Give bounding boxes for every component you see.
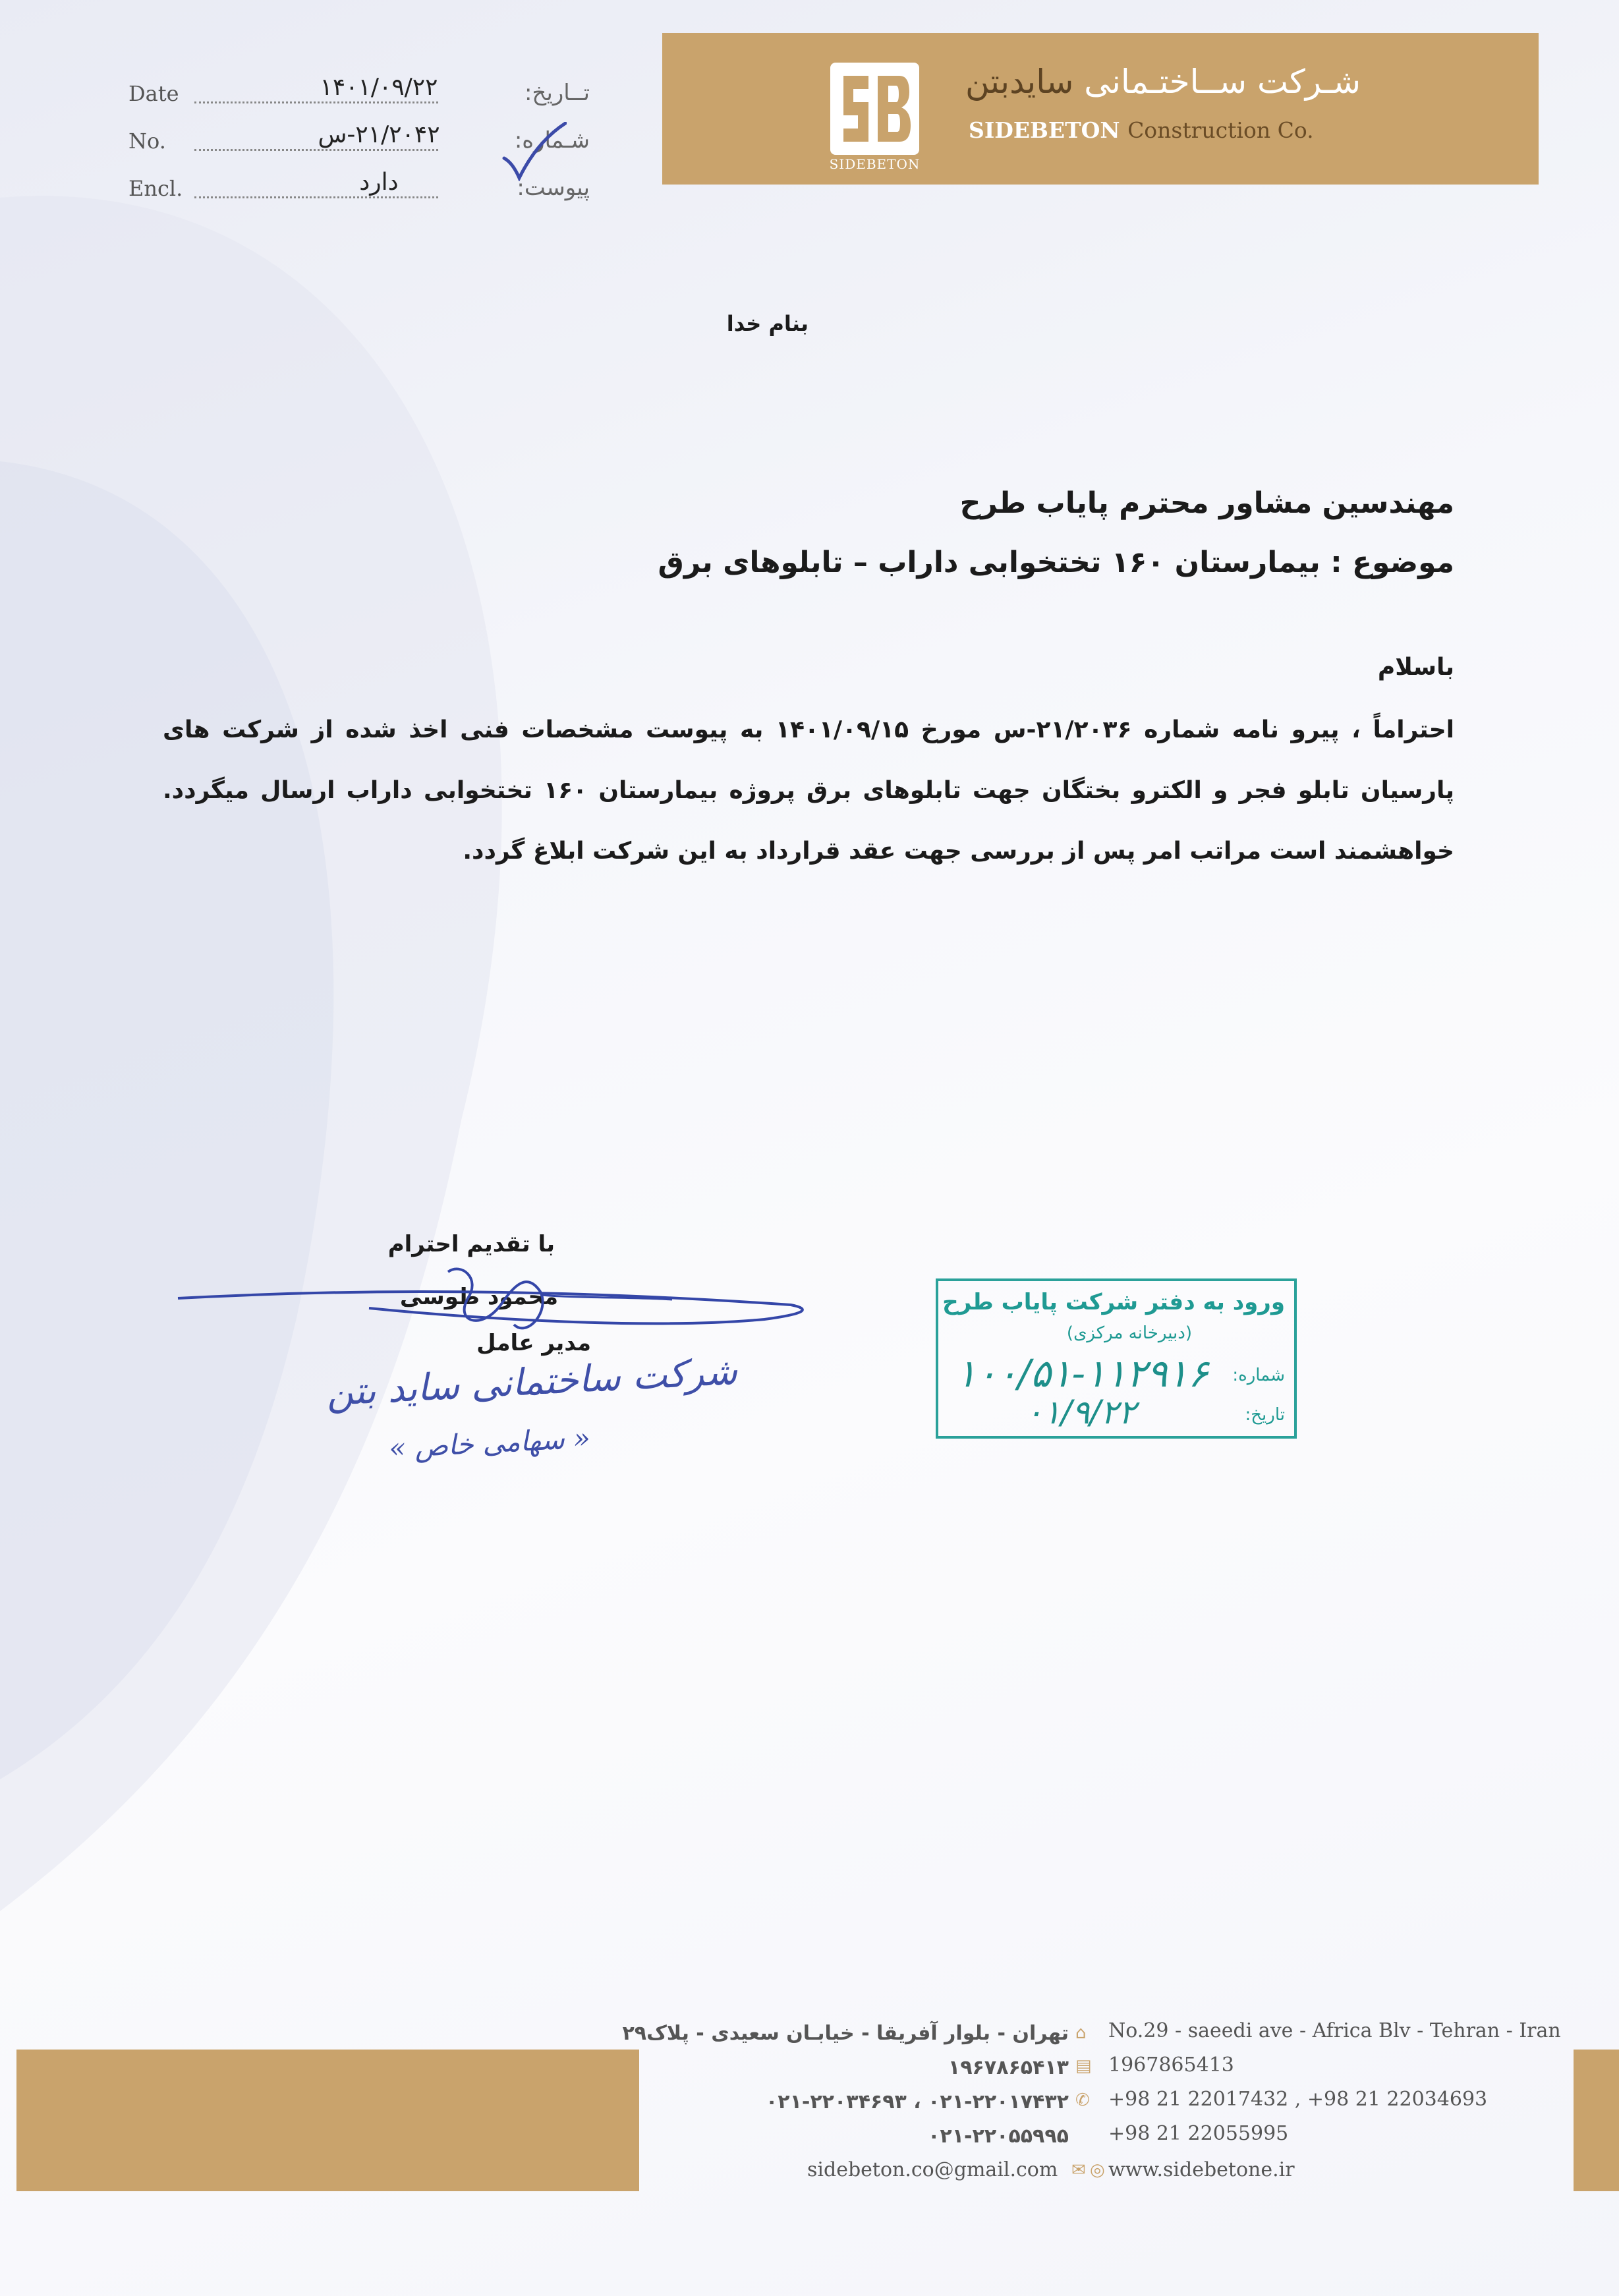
signer-name: محمود طوسی: [399, 1284, 558, 1310]
email-icon: ✉: [1071, 2160, 1086, 2180]
footer-banner-left: [16, 2050, 639, 2191]
phone-icon: ✆: [1075, 2090, 1090, 2110]
stamp-date-value: ۰۱/۹/۲۲: [1025, 1393, 1136, 1431]
number-label-fa: شـماره:: [514, 127, 590, 154]
stamp-title: ورود به دفتر شرکت پایاب طرح: [942, 1289, 1285, 1315]
company-name-fa-prefix: شـرکت ســاختـمانی: [1084, 63, 1361, 101]
invocation: بنام خدا: [726, 311, 809, 336]
encl-value: دارد: [359, 169, 399, 196]
signer-title: مدیر عامل: [476, 1330, 591, 1356]
footer-phone-fa: ۰۲۱-۲۲۰۱۷۴۳۲ ، ۰۲۱-۲۲۰۳۴۶۹۳: [765, 2090, 1069, 2113]
stamp-subtitle: (دبیرخانه مرکزی): [1066, 1323, 1192, 1343]
number-dotted-line: [194, 149, 438, 151]
handwritten-signature: [171, 1259, 817, 1344]
company-seal-line1: شرکت ساختمانی ساید بتن: [325, 1350, 739, 1415]
checkmark-icon: [501, 122, 567, 181]
sidebeton-logo-icon: [830, 63, 919, 161]
date-label-fa: تــاریخ:: [524, 80, 590, 106]
date-label-en: Date: [128, 81, 179, 106]
greeting: باسلام: [1377, 654, 1454, 681]
footer-fax-fa: ۰۲۱-۲۲۰۵۵۹۹۵: [928, 2125, 1069, 2148]
received-stamp: [936, 1278, 1297, 1439]
footer-banner-right: [1574, 2050, 1619, 2191]
footer-website[interactable]: www.sidebetone.ir: [1108, 2158, 1295, 2181]
encl-label-fa: پیوست:: [517, 175, 590, 201]
footer-address-en: No.29 - saeedi ave - Africa Blv - Tehran - Iran: [1108, 2019, 1561, 2042]
date-dotted-line: [194, 101, 438, 103]
company-name-en: [969, 117, 1314, 143]
letter-body-paragraph: احتراماً ، پیرو نامه شماره ۲۱/۲۰۳۶-س مورخ ۱۴۰۱/۰۹/۱۵ به پیوست مشخصات فنی اخذ شده از شرکت های پارسیان تابلو فجر و الکترو بختگان جهت تابلوهای برق پروژه بیمارستان ۱۶۰ تختخوابی داراب ارسال میگردد. خواهشمند است مراتب امر پس از بررسی جهت عقد قرارداد به این شرکت ابلاغ گردد.: [163, 716, 1455, 865]
company-seal-line2: « سهامی خاص »: [387, 1421, 591, 1464]
stamp-number-label: شماره:: [1232, 1365, 1285, 1385]
subject-line: موضوع : بیمارستان ۱۶۰ تختخوابی داراب – تابلوهای برق: [658, 546, 1454, 579]
date-value: ۱۴۰۱/۰۹/۲۲: [320, 74, 438, 101]
stamp-date-label: تاریخ:: [1245, 1405, 1285, 1425]
company-name-en-main: SIDEBETON: [969, 117, 1120, 143]
company-name-fa: [965, 63, 1361, 101]
stamp-number-value: ۱۰۰/۵۱-۱۱۲۹۱۶: [955, 1351, 1208, 1396]
home-icon: ⌂: [1075, 2023, 1087, 2043]
encl-dotted-line: [194, 196, 438, 198]
company-name-en-sub: Construction Co.: [1127, 117, 1314, 143]
footer-postal-en: 1967865413: [1108, 2053, 1234, 2077]
recipient-line: مهندسین مشاور محترم پایاب طرح: [959, 486, 1454, 520]
footer-phone-en: +98 21 22017432 , +98 21 22034693: [1108, 2088, 1488, 2111]
logo-caption: SIDEBETON: [829, 156, 921, 172]
footer-email[interactable]: sidebeton.co@gmail.com: [807, 2158, 1058, 2181]
footer-fax-en: +98 21 22055995: [1108, 2122, 1289, 2145]
closing-phrase: با تقدیم احترام: [387, 1231, 555, 1257]
mailbox-icon: ▤: [1075, 2056, 1092, 2076]
company-name-fa-highlight: سایدبتن: [965, 63, 1074, 101]
number-label-en: No.: [128, 129, 166, 154]
footer-postal-fa: ۱۹۶۷۸۶۵۴۱۳: [948, 2056, 1069, 2079]
encl-label-en: Encl.: [128, 176, 183, 201]
number-value: ۲۱/۲۰۴۲-س: [318, 121, 440, 148]
letterhead-banner: [662, 33, 1539, 185]
date-row: [128, 63, 590, 110]
footer-address-fa: تهران - بلوار آفریقا - خیابـان سعیدی - پلاک۲۹: [622, 2022, 1069, 2045]
globe-icon: ◎: [1090, 2160, 1105, 2180]
